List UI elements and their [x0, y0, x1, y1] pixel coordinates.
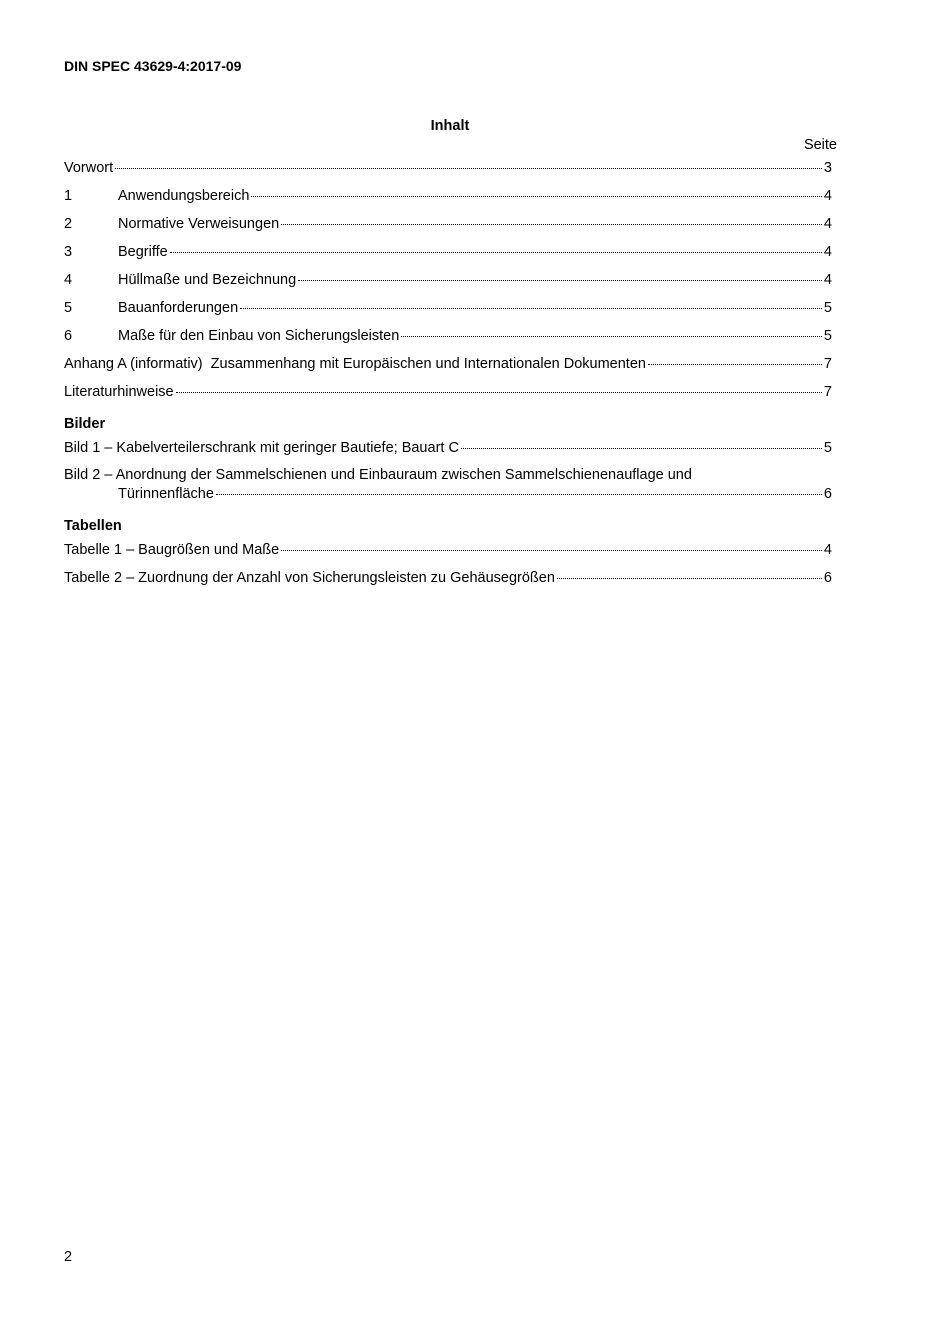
leader-dots	[176, 391, 822, 393]
toc-entry-label: Normative Verweisungen	[118, 216, 280, 232]
toc-entry-6[interactable]	[64, 327, 832, 345]
toc-entry-page: 4	[823, 216, 832, 232]
toc-entry-vorwort[interactable]	[64, 159, 832, 177]
leader-dots	[216, 493, 822, 495]
leader-dots	[240, 307, 822, 309]
bild-entry-2-line1[interactable]: Bild 2 – Anordnung der Sammelschienen und Einbauraum zwischen Sammelschienenauflage und	[64, 467, 692, 483]
toc-entry-number: 1	[64, 188, 73, 204]
tabelle-entry-page: 6	[823, 570, 832, 586]
toc-entry-anhang-a[interactable]	[64, 355, 832, 373]
toc-entry-number: 4	[64, 272, 73, 288]
tabelle-entry-1[interactable]	[64, 541, 832, 559]
leader-dots	[298, 279, 822, 281]
leader-dots	[281, 223, 822, 225]
page-number: 2	[64, 1249, 73, 1265]
toc-entry-page: 7	[823, 356, 832, 372]
toc-entry-4[interactable]	[64, 271, 832, 289]
toc-entry-number: 3	[64, 244, 73, 260]
toc-entry-page: 4	[823, 244, 832, 260]
toc-entry-page: 3	[823, 160, 832, 176]
toc-entry-number: 5	[64, 300, 73, 316]
bild-entry-page: 6	[823, 486, 832, 502]
bilder-heading: Bilder	[64, 416, 106, 432]
leader-dots	[648, 363, 822, 365]
toc-entry-page: 5	[823, 328, 832, 344]
toc-entry-page: 4	[823, 188, 832, 204]
tabelle-entry-label: Tabelle 1 – Baugrößen und Maße	[64, 542, 280, 558]
toc-entry-label: Anhang A (informativ) Zusammenhang mit Europäischen und Internationalen Dokumenten	[64, 356, 646, 372]
bild-entry-label: Türinnenfläche	[118, 486, 214, 502]
toc-title: Inhalt	[430, 118, 470, 134]
bild-entry-1[interactable]	[64, 439, 832, 457]
document-id: DIN SPEC 43629-4:2017-09	[64, 58, 242, 74]
toc-entry-2[interactable]	[64, 215, 832, 233]
leader-dots	[115, 167, 822, 169]
toc-entry-label: Begriffe	[118, 244, 168, 260]
toc-entry-5[interactable]	[64, 299, 832, 317]
leader-dots	[461, 447, 822, 449]
leader-dots	[281, 549, 822, 551]
leader-dots	[401, 335, 822, 337]
toc-entry-3[interactable]	[64, 243, 832, 261]
tabelle-entry-2[interactable]	[64, 569, 832, 587]
page-column-label: Seite	[803, 137, 837, 153]
leader-dots	[251, 195, 822, 197]
toc-entry-number: 6	[64, 328, 73, 344]
toc-entry-label: Maße für den Einbau von Sicherungsleisten	[118, 328, 400, 344]
bild-entry-label: Bild 1 – Kabelverteilerschrank mit geringer Bautiefe; Bauart C	[64, 440, 459, 456]
leader-dots	[557, 577, 822, 579]
bild-entry-page: 5	[823, 440, 832, 456]
toc-entry-number: 2	[64, 216, 73, 232]
bild-entry-2[interactable]	[118, 485, 832, 503]
toc-entry-page: 4	[823, 272, 832, 288]
leader-dots	[170, 251, 822, 253]
toc-entry-page: 5	[823, 300, 832, 316]
toc-entry-label: Anwendungsbereich	[118, 188, 250, 204]
toc-entry-label: Bauanforderungen	[118, 300, 239, 316]
toc-entry-label: Vorwort	[64, 160, 114, 176]
toc-entry-1[interactable]	[64, 187, 832, 205]
tabellen-heading: Tabellen	[64, 518, 122, 534]
toc-entry-label: Literaturhinweise	[64, 384, 174, 400]
toc-entry-literaturhinweise[interactable]	[64, 383, 832, 401]
toc-entry-page: 7	[823, 384, 832, 400]
toc-entry-label: Hüllmaße und Bezeichnung	[118, 272, 297, 288]
tabelle-entry-page: 4	[823, 542, 832, 558]
tabelle-entry-label: Tabelle 2 – Zuordnung der Anzahl von Sicherungsleisten zu Gehäusegrößen	[64, 570, 555, 586]
